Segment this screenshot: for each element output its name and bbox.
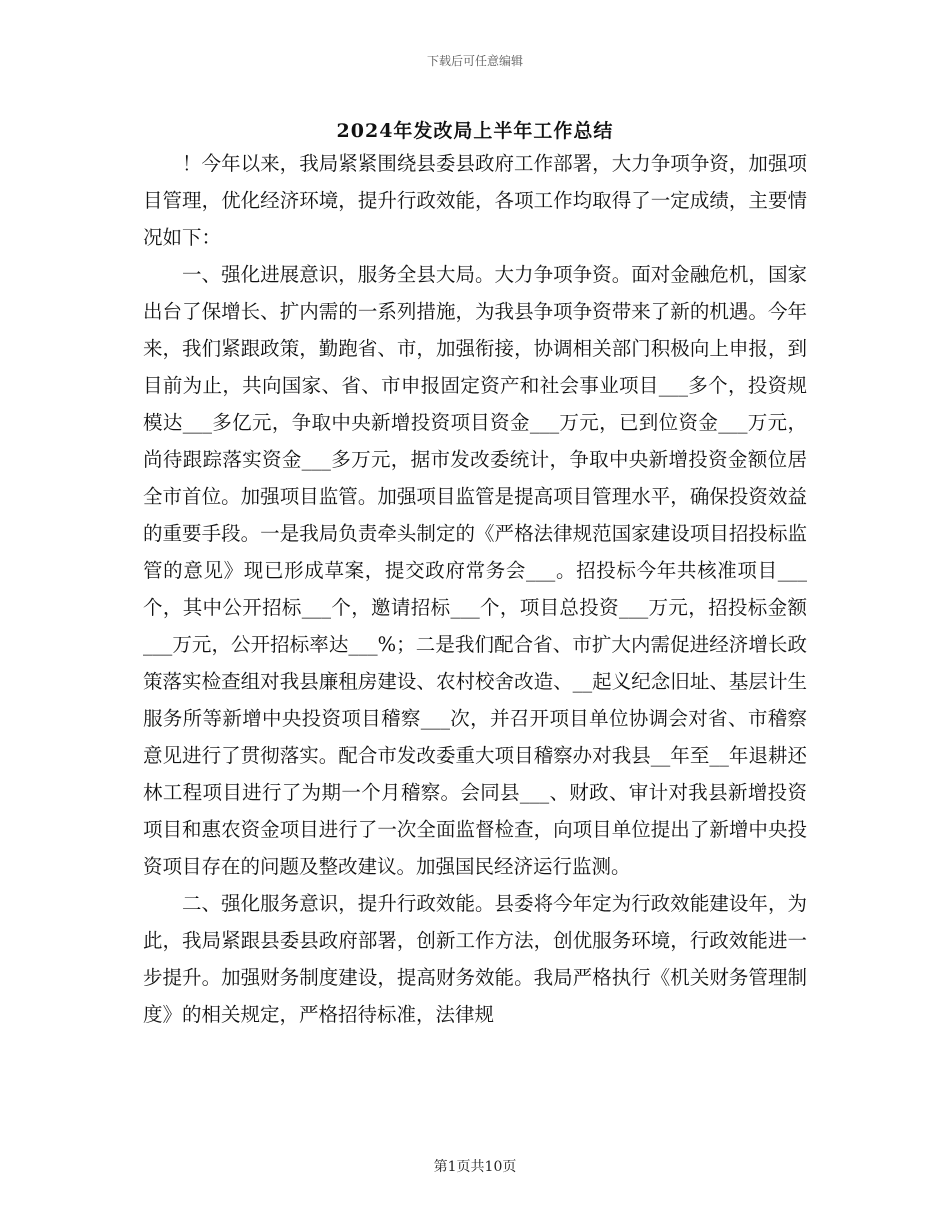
paragraph-section-2: 二、强化服务意识，提升行政效能。县委将今年定为行政效能建设年，为此，我局紧跟县委县政府部署，创新工作方法，创优服务环境，行政效能进一步提升。加强财务制度建设，提高财务效能。我局严格执行《机关财务管理制度》的相关规定，严格招待标准，法律规 <box>143 892 807 1026</box>
header-note: 下载后可任意编辑 <box>426 54 523 68</box>
document-body <box>143 145 807 1033</box>
page-number-footer: 第1页共10页 <box>433 1159 517 1175</box>
document-title: 2024年发改局上半年工作总结 <box>336 120 614 142</box>
paragraph-intro: ！今年以来，我局紧紧围绕县委县政府工作部署，大力争项争资，加强项目管理，优化经济环境，提升行政效能，各项工作均取得了一定成绩，主要情况如下： <box>143 152 807 249</box>
paragraph-section-1: 一、强化进展意识，服务全县大局。大力争项争资。面对金融危机，国家出台了保增长、扩内需的一系列措施，为我县争项争资带来了新的机遇。今年来，我们紧跟政策，勤跑省、市，加强衔接，协调相关部门积极向上申报，到目前为止，共向国家、省、市申报固定资产和社会事业项目___多个，投资规模达___多亿元，争取中央新增投资项目资金___万元，已到位资金___万元，尚待跟踪落实资金___多万元，据市发改委统计，争取中央新增投资金额位居全市首位。加强项目监管。加强项目监管是提高项目管理水平，确保投资效益的重要手段。一是我局负责牵头制定的《严格法律规范国家建设项目招投标监管的意见》现已形成草案，提交政府常务会___。招投标今年共核准项目___个，其中公开招标___个，邀请招标___个，项目总投资___万元，招投标金额___万元，公开招标率达___%；二是我们配合省、市扩大内需促进经济增长政策落实检查组对我县廉租房建设、农村校舍改造、__起义纪念旧址、基层计生服务所等新增中央投资项目稽察___次，并召开项目单位协调会对省、市稽察意见进行了贯彻落实。配合市发改委重大项目稽察办对我县__年至__年退耕还林工程项目进行了为期一个月稽察。会同县___、财政、审计对我县新增投资项目和惠农资金项目进行了一次全面监督检查，向项目单位提出了新增中央投资项目存在的问题及整改建议。加强国民经济运行监测。 <box>143 263 807 878</box>
